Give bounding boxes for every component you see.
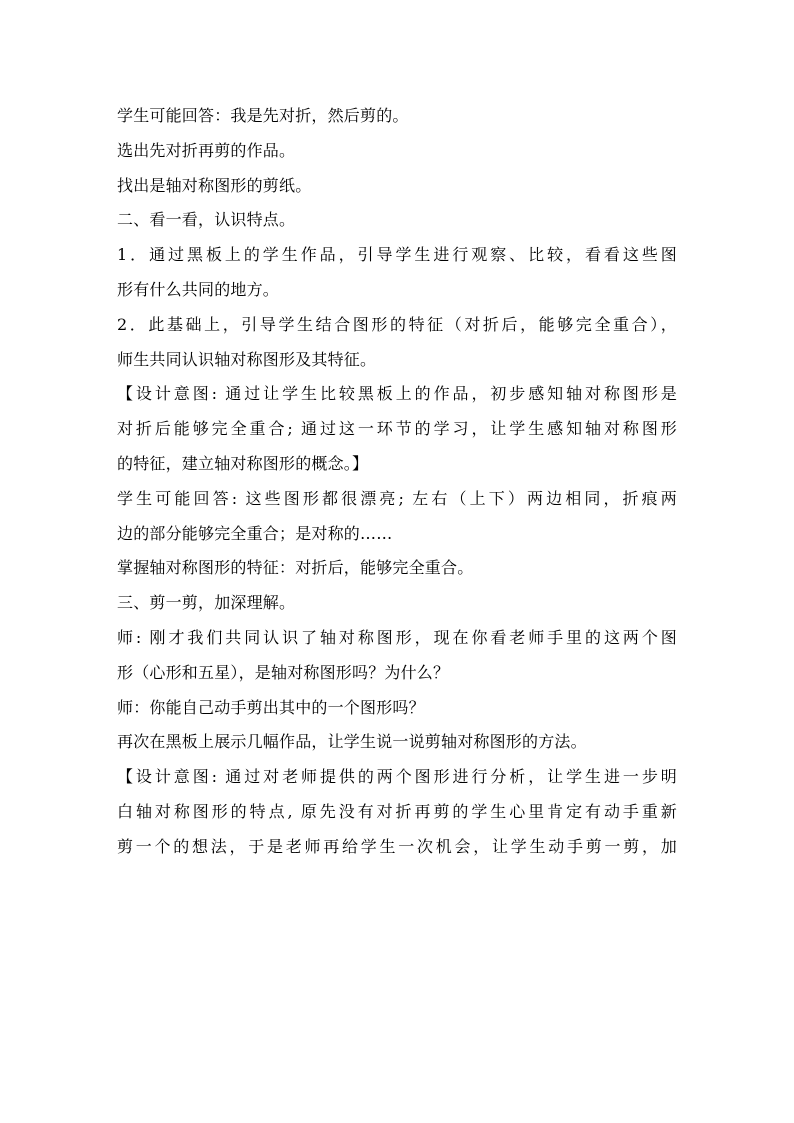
text-line: 边的部分能够完全重合；是对称的…… [117, 523, 393, 543]
text-line: 【设计意图: 通过对老师提供的两个图形进行分析，让学生进一步明 [117, 767, 677, 787]
text-line: 剪一个的想法，于是老师再给学生一次机会，让学生动手剪一剪，加 [117, 836, 677, 856]
text-line: 的特征，建立轴对称图形的概念。】 [117, 453, 369, 473]
text-line: 【设计意图: 通过让学生比较黑板上的作品，初步感知轴对称图形是 [117, 384, 677, 404]
paragraph-select-works: 选出先对折再剪的作品。 [117, 140, 296, 160]
text-line: 形（心形和五星），是轴对称图形吗？为什么？ [117, 662, 450, 682]
paragraph-step-1 [117, 238, 677, 308]
section-heading-2: 二、看一看，认识特点。 [117, 210, 296, 230]
paragraph-step-2 [117, 308, 677, 378]
text-line: 学生可能回答: 这些图形都很漂亮; 左右（上下）两边相同，折痕两 [117, 488, 677, 508]
text-line: 1．通过黑板上的学生作品，引导学生进行观察、比较，看看这些图 [117, 245, 677, 265]
text-line: 师: 刚才我们共同认识了轴对称图形，现在你看老师手里的这两个图 [117, 627, 677, 647]
text-line: 白轴对称图形的特点, 原先没有对折再剪的学生心里肯定有动手重新 [117, 801, 677, 821]
paragraph-student-answer-1: 学生可能回答：我是先对折，然后剪的。 [117, 106, 409, 125]
text-line: 2．此基础上，引导学生结合图形的特征（对折后，能够完全重合）， [117, 314, 677, 334]
paragraph-master-features: 掌握轴对称图形的特征：对折后，能够完全重合。 [117, 558, 474, 578]
paragraph-teacher-question-2: 师：你能自己动手剪出其中的一个图形吗？ [117, 697, 425, 717]
text-line: 师生共同认识轴对称图形及其特征。 [117, 349, 377, 369]
document-body [117, 99, 677, 865]
section-heading-3: 三、剪一剪，加深理解。 [117, 593, 296, 613]
text-line: 形有什么共同的地方。 [117, 279, 280, 299]
paragraph-show-works: 再次在黑板上展示几幅作品，让学生说一说剪轴对称图形的方法。 [117, 732, 587, 752]
paragraph-design-intent-1 [117, 377, 677, 481]
text-line: 对折后能够完全重合; 通过这一环节的学习，让学生感知轴对称图形 [117, 419, 677, 439]
paragraph-find-symmetric: 找出是轴对称图形的剪纸。 [117, 175, 312, 195]
paragraph-student-answer-2 [117, 482, 677, 552]
paragraph-design-intent-2 [117, 760, 677, 864]
paragraph-teacher-question-1 [117, 621, 677, 691]
